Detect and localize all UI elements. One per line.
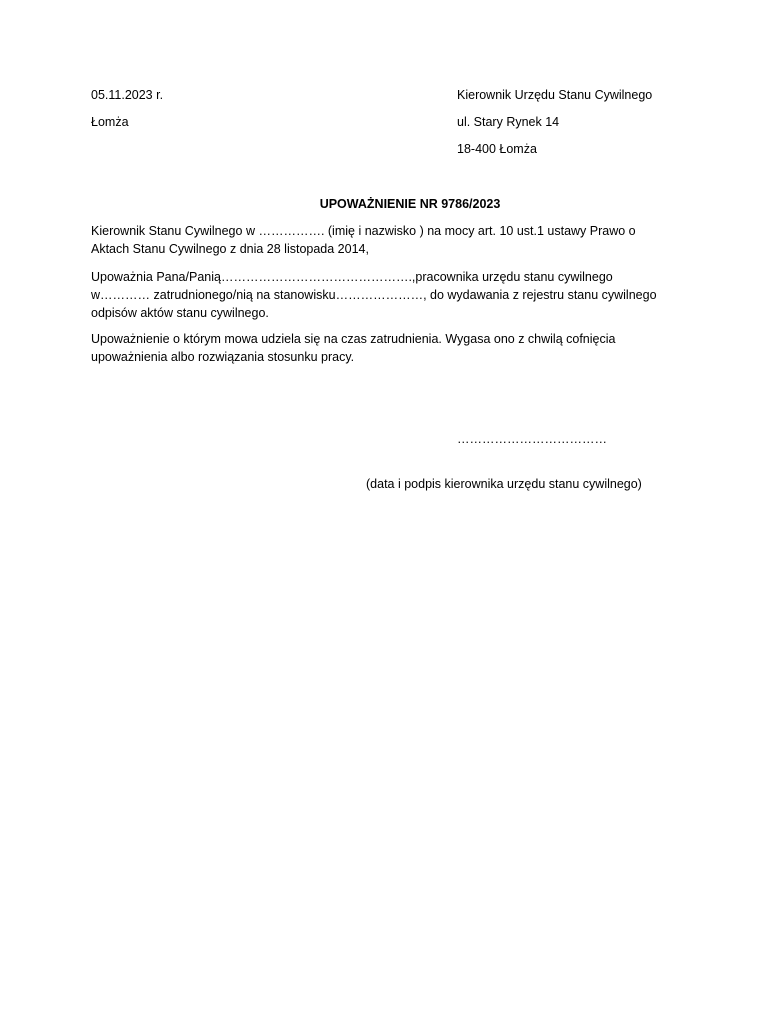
- document-date: 05.11.2023 r.: [91, 88, 164, 102]
- recipient-street: ul. Stary Rynek 14: [457, 115, 560, 129]
- document-title: UPOWAŻNIENIE NR 9786/2023: [319, 197, 501, 211]
- paragraph-validity: Upoważnienie o którym mowa udziela się na czas zatrudnienia. Wygasa ono z chwilą cofnięcia upoważnienia albo rozwiązania stosunku pracy.: [91, 332, 616, 364]
- signature-caption: (data i podpis kierownika urzędu stanu cywilnego): [366, 477, 642, 491]
- signature-line: ………………………………: [457, 432, 607, 446]
- recipient-city: 18-400 Łomża: [457, 142, 537, 156]
- paragraph-authority: Kierownik Stanu Cywilnego w ……………. (imię i nazwisko ) na mocy art. 10 ust.1 ustawy Prawo o Aktach Stanu Cywilnego z dnia 28 listopada 2014,: [91, 224, 636, 256]
- paragraph-authorization: Upoważnia Pana/Panią……………………………………….,pracownika urzędu stanu cywilnego w………… zatrudnionego/nią na stanowisku…………………, do wydawania z rejestru stanu cywilnego odpisów aktów stanu cywilnego.: [91, 270, 657, 320]
- document-place: Łomża: [91, 115, 129, 129]
- recipient-title: Kierownik Urzędu Stanu Cywilnego: [457, 88, 653, 102]
